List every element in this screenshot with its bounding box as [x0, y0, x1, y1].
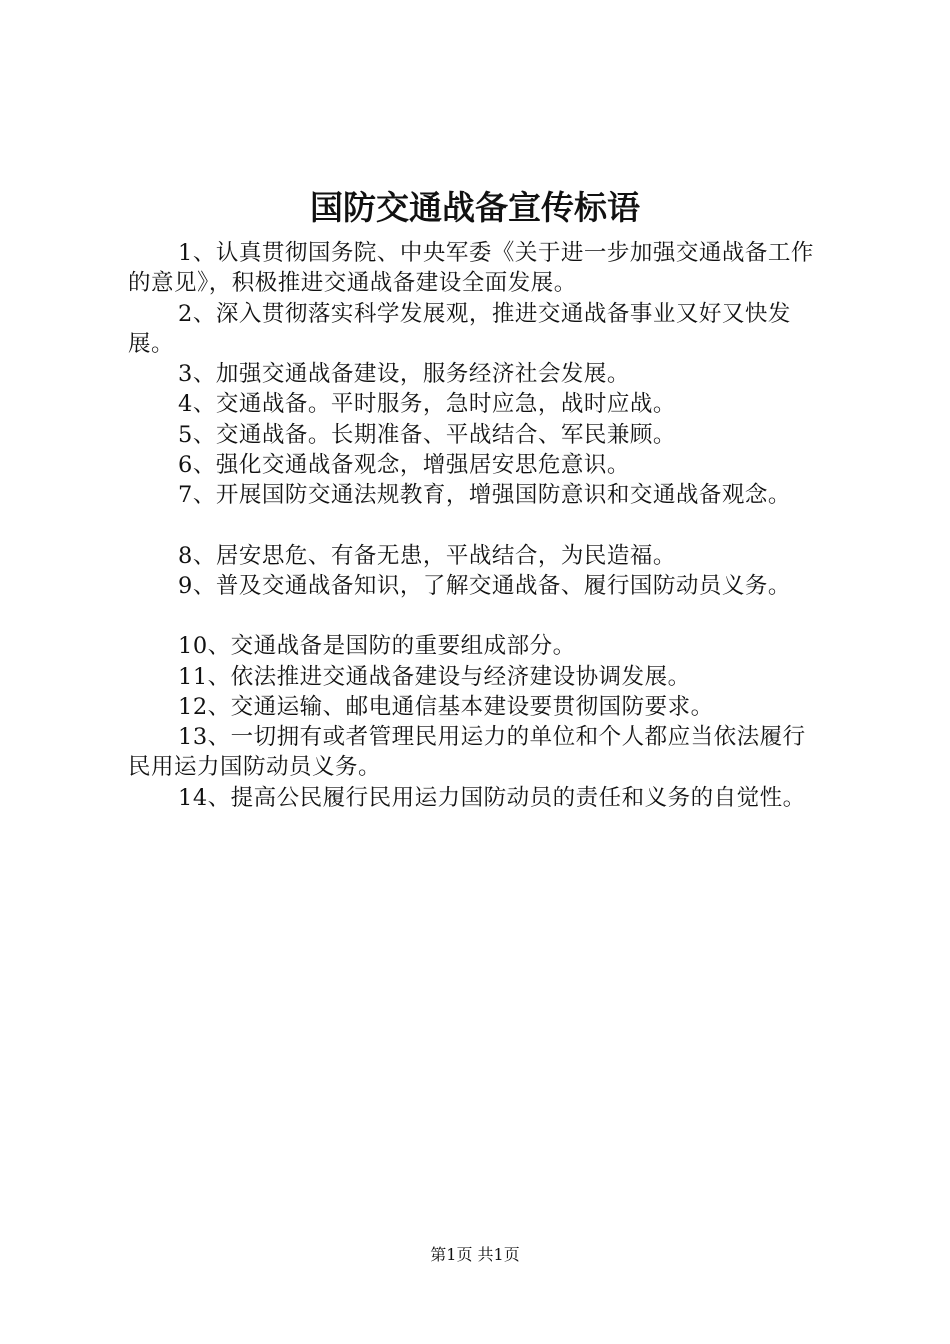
slogan-2: 2、深入贯彻落实科学发展观，推进交通战备事业又好又快发展。 — [128, 300, 791, 357]
slogan-11: 11、依法推进交通战备建设与经济建设协调发展。 — [178, 663, 691, 690]
slogan-13: 13、一切拥有或者管理民用运力的单位和个人都应当依法履行民用运力国防动员义务。 — [128, 724, 806, 781]
slogan-1: 1、认真贯彻国务院、中央军委《关于进一步加强交通战备工作的意见》，积极推进交通战备建设全面发展。 — [128, 240, 814, 297]
slogan-14: 14、提高公民履行民用运力国防动员的责任和义务的自觉性。 — [178, 784, 806, 811]
slogan-6: 6、强化交通战备观念，增强居安思危意识。 — [178, 452, 630, 479]
slogan-3: 3、加强交通战备建设，服务经济社会发展。 — [178, 361, 630, 388]
slogan-9: 9、普及交通战备知识，了解交通战备、履行国防动员义务。 — [178, 572, 791, 599]
slogan-7: 7、开展国防交通法规教育，增强国防意识和交通战备观念。 — [178, 482, 791, 509]
document-body — [128, 238, 828, 813]
slogan-12: 12、交通运输、邮电通信基本建设要贯彻国防要求。 — [178, 693, 714, 720]
paragraph-gap — [128, 511, 828, 541]
paragraph-gap — [128, 601, 828, 631]
page-footer: 第1页 共1页 — [430, 1245, 520, 1264]
slogan-8: 8、居安思危、有备无患，平战结合，为民造福。 — [178, 542, 676, 569]
slogan-10: 10、交通战备是国防的重要组成部分。 — [178, 633, 576, 660]
slogan-4: 4、交通战备。平时服务，急时应急，战时应战。 — [178, 391, 676, 418]
document-title: 国防交通战备宣传标语 — [310, 188, 640, 227]
slogan-5: 5、交通战备。长期准备、平战结合、军民兼顾。 — [178, 421, 676, 448]
